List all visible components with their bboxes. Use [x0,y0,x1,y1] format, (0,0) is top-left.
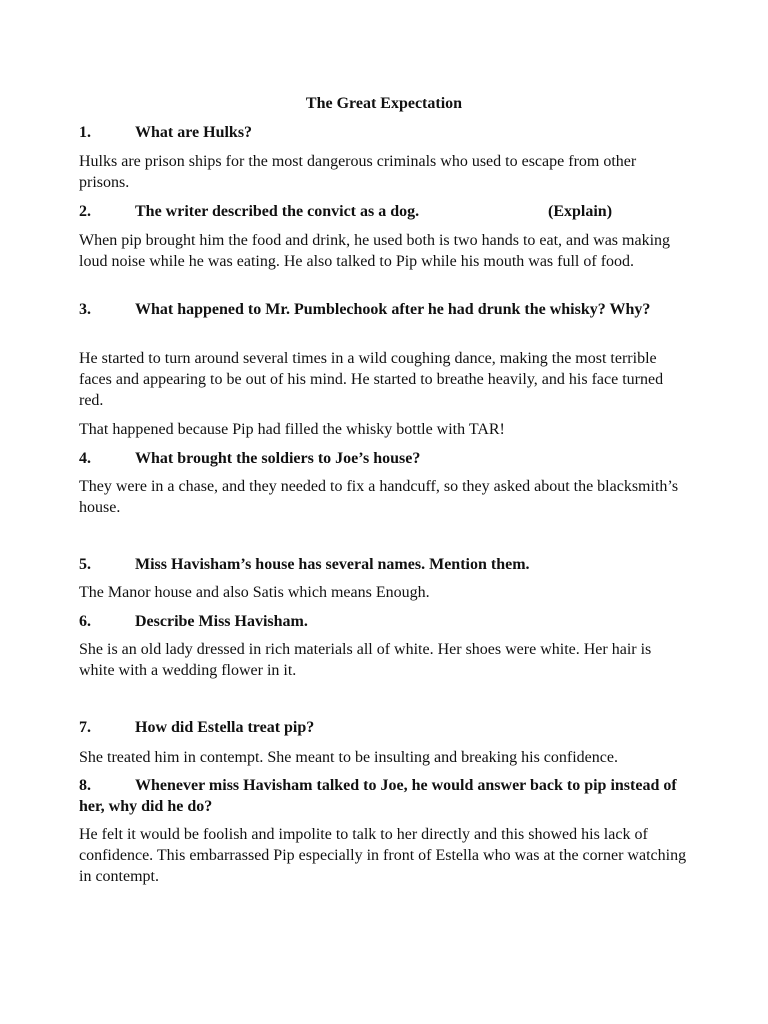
answer-5: The Manor house and also Satis which means Enough. [79,584,430,601]
question-7 [79,717,689,738]
question-note: (Explain) [548,203,613,220]
answer-2: When pip brought him the food and drink, he used both is two hands to eat, and was making loud noise while he was eating. He also talked to Pip while his mouth was full of food. [79,232,671,270]
question-text: The writer described the convict as a dog. [135,203,420,220]
question-number: 4. [79,450,91,467]
answer-3-reason: That happened because Pip had filled the whisky bottle with TAR! [79,421,505,438]
question-text: Whenever miss Havisham talked to Joe, he would answer back to pip instead of her, why did he do? [79,777,677,815]
question-text: What happened to Mr. Pumblechook after he had drunk the whisky? Why? [135,301,651,318]
question-number: 6. [79,613,91,630]
question-number: 3. [79,301,91,318]
answer-1: Hulks are prison ships for the most dangerous criminals who used to escape from other prisons. [79,153,637,191]
question-number: 1. [79,124,91,141]
question-text: What are Hulks? [135,124,253,141]
answer-3: He started to turn around several times in a wild coughing dance, making the most terrible faces and appearing to be out of his mind. He started to breathe heavily, and his face turned red. [79,350,664,409]
question-5 [79,554,689,575]
question-text: Miss Havisham’s house has several names. Mention them. [135,556,530,573]
question-2 [79,201,689,222]
answer-8: He felt it would be foolish and impolite to talk to her directly and this showed his lack of confidence. This embarrassed Pip especially in front of Estella who was at the corner watching in contempt. [79,826,687,885]
question-4 [79,448,689,469]
question-text: What brought the soldiers to Joe’s house? [135,450,421,467]
question-number: 5. [79,556,91,573]
question-number: 7. [79,719,91,736]
answer-7: She treated him in contempt. She meant to be insulting and breaking his confidence. [79,749,618,766]
question-text: How did Estella treat pip? [135,719,315,736]
answer-6: She is an old lady dressed in rich materials all of white. Her shoes were white. Her hair is white with a wedding flower in it. [79,641,652,679]
answer-4: They were in a chase, and they needed to fix a handcuff, so they asked about the blacksmith’s house. [79,478,679,516]
question-8 [79,775,689,817]
question-text: Describe Miss Havisham. [135,613,308,630]
question-number: 2. [79,203,91,220]
document-title: The Great Expectation [305,95,463,112]
question-1 [79,122,689,143]
question-number: 8. [79,777,91,794]
question-6 [79,611,689,632]
question-3 [79,299,689,320]
